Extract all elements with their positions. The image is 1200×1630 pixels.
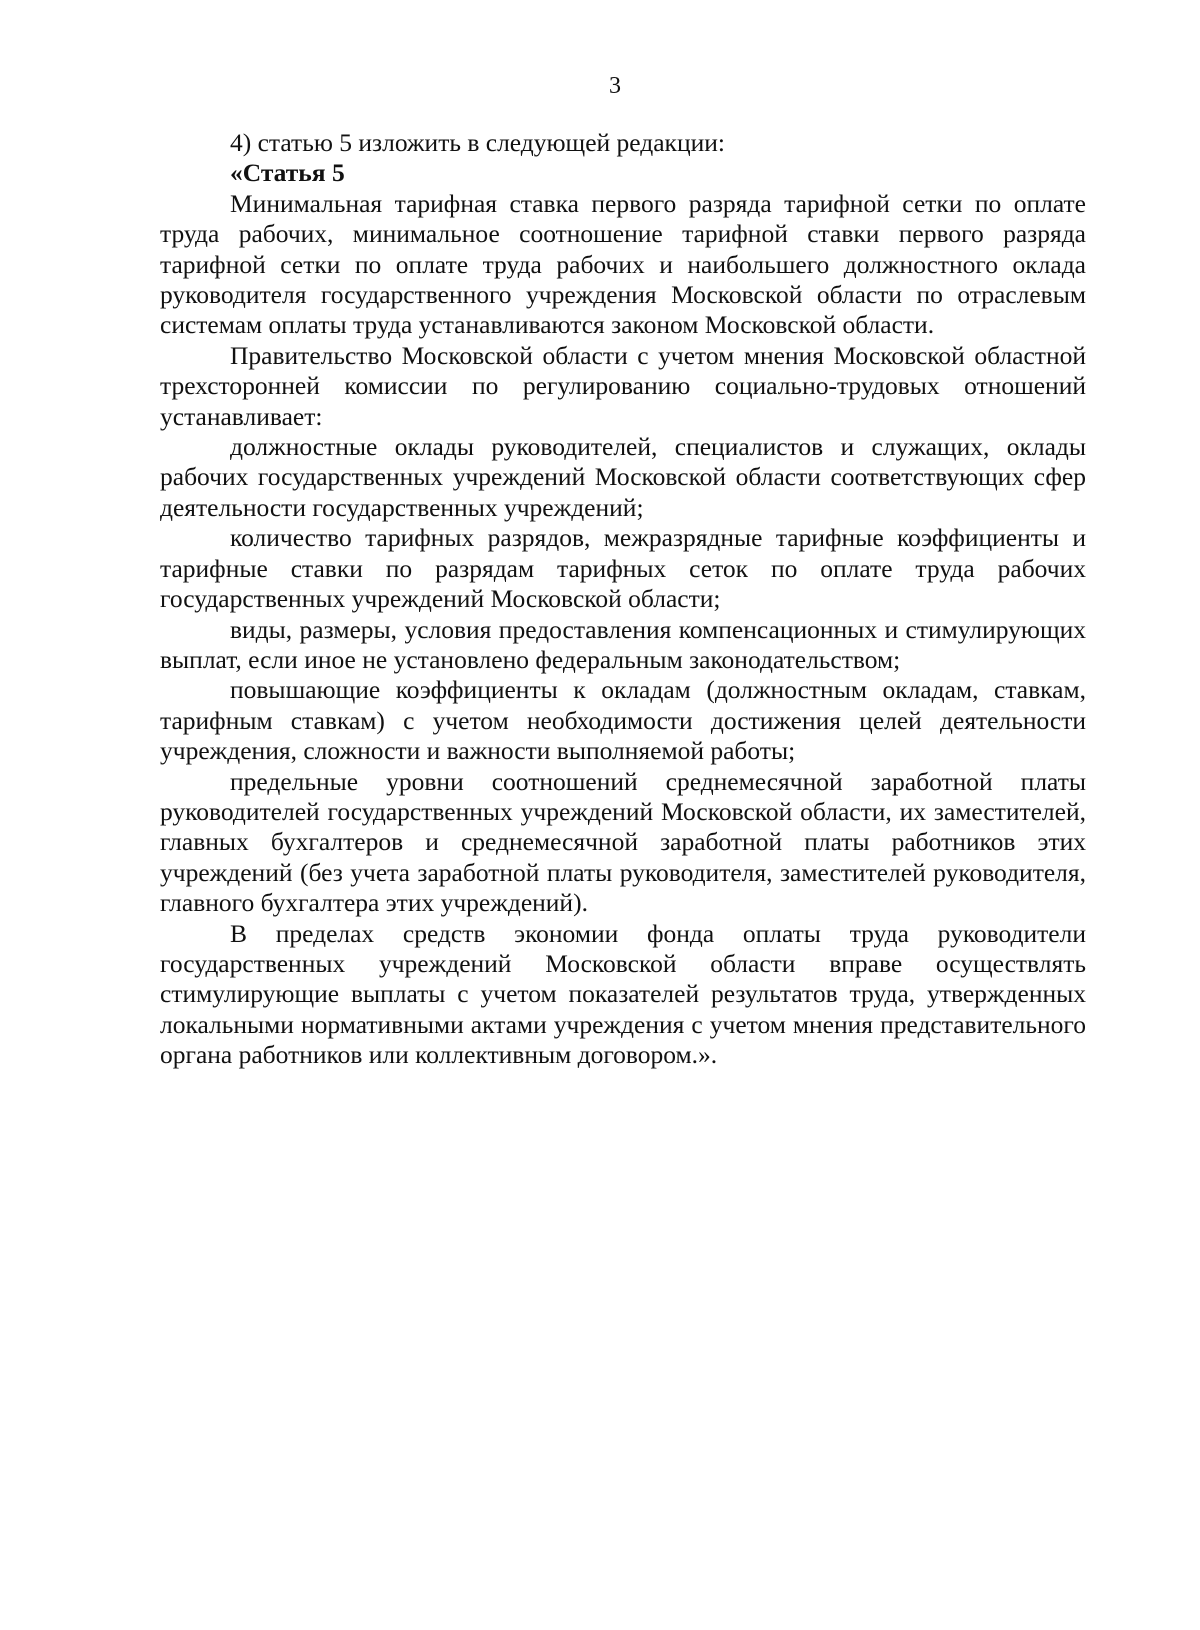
paragraph: В пределах средств экономии фонда оплаты труда руководители государственных учреждений Московской области вправе осуществлять стимулирующие выплаты с учетом показателей результатов труда, утвержденных локальными нормативными актами учреждения с учетом мнения представительного органа работников или коллективным договором.». <box>160 918 1086 1070</box>
amendment-intro: 4) статью 5 изложить в следующей редакции: <box>230 128 725 157</box>
paragraph: количество тарифных разрядов, межразрядные тарифные коэффициенты и тарифные ставки по разрядам тарифных сеток по оплате труда рабочих государственных учреждений Московской области; <box>160 523 1086 614</box>
paragraph: должностные оклады руководителей, специалистов и служащих, оклады рабочих государственных учреждений Московской области соответствующих сфер деятельности государственных учреждений; <box>160 432 1086 522</box>
paragraph: Правительство Московской области с учетом мнения Московской областной трехсторонней комиссии по регулированию социально-трудовых отношений устанавливает: <box>160 340 1086 431</box>
article-heading: «Статья 5 <box>230 158 345 188</box>
paragraph: Минимальная тарифная ставка первого разряда тарифной сетки по оплате труда рабочих, минимальное соотношение тарифной ставки первого разряда тарифной сетки по оплате труда рабочих и наибольшего должностного оклада руководителя государственного учреждения Московской области по отраслевым системам оплаты труда устанавливаются законом Московской области. <box>160 188 1086 340</box>
paragraph: виды, размеры, условия предоставления компенсационных и стимулирующих выплат, если иное не установлено федеральным законодательством; <box>160 614 1086 674</box>
page-number: 3 <box>609 73 621 99</box>
document-body <box>160 128 1086 1071</box>
paragraph: предельные уровни соотношений среднемесячной заработной платы руководителей государственных учреждений Московской области, их заместителей, главных бухгалтеров и среднемесячной заработной платы работников этих учреждений (без учета заработной платы руководителя, заместителей руководителя, главного бухгалтера этих учреждений). <box>160 766 1086 918</box>
paragraph: повышающие коэффициенты к окладам (должностным окладам, ставкам, тарифным ставкам) с учетом необходимости достижения целей деятельности учреждения, сложности и важности выполняемой работы; <box>160 675 1086 766</box>
